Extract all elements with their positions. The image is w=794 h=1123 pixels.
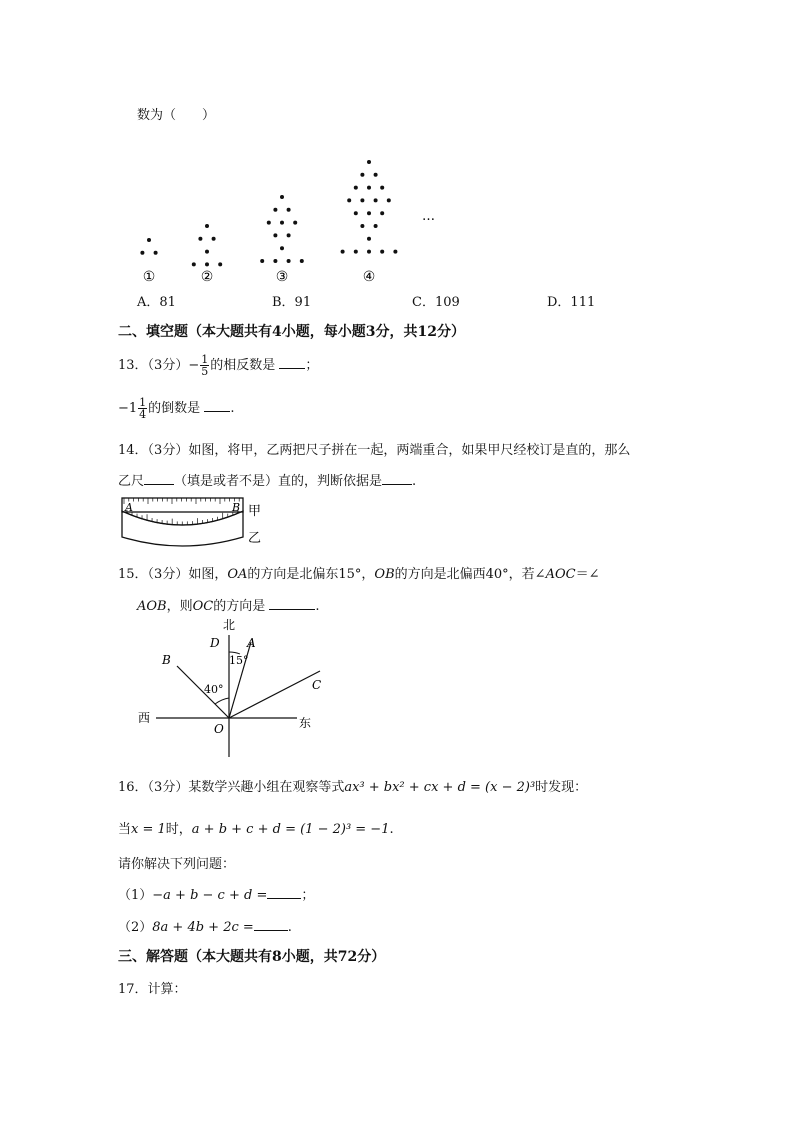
- pattern-ellipsis: …: [422, 209, 435, 224]
- direction-figure: [134, 615, 324, 760]
- q13-frac2-num: 1: [139, 396, 147, 409]
- q15-p2: 的方向是北偏东15°，: [247, 567, 375, 582]
- pattern-4-dot: [367, 186, 371, 190]
- pattern-label-1: ①: [142, 269, 156, 285]
- q13-line1-text: 的相反数是: [210, 358, 276, 373]
- q16-sub2-end: .: [287, 920, 292, 935]
- label-b: B: [162, 653, 171, 667]
- q13-blank-1[interactable]: [279, 356, 305, 369]
- pattern-3-dot: [287, 233, 291, 237]
- pattern-4-dot: [360, 224, 364, 228]
- pattern-2-dot: [205, 262, 209, 266]
- pattern-3-dot: [280, 221, 284, 225]
- q15-oa: OA: [227, 567, 248, 582]
- pattern-3-dot: [293, 221, 297, 225]
- q15-blank[interactable]: [269, 597, 315, 610]
- pattern-3-dot: [300, 259, 304, 263]
- label-15: 15°: [229, 654, 249, 667]
- q13-prefix: 13．（3分）: [118, 358, 189, 373]
- pattern-3-dot: [260, 259, 264, 263]
- q16-line1: [118, 776, 587, 795]
- q14-line2-end: .: [412, 474, 417, 489]
- pattern-label-4: ④: [362, 269, 376, 285]
- ruler-label-yi: 乙: [248, 531, 262, 546]
- q15-p1: 15．（3分）如图，: [118, 567, 228, 582]
- q14-line2-b: （填是或者不是）直的，判断依据是: [174, 474, 383, 489]
- pattern-4-dot: [367, 160, 371, 164]
- pattern-4-dot: [380, 250, 384, 254]
- q16-blank-2[interactable]: [254, 918, 288, 931]
- pattern-2-dot: [212, 237, 216, 241]
- pattern-4-dot: [374, 173, 378, 177]
- q16-line1-suffix: 时发现：: [535, 780, 588, 795]
- pattern-4-dot: [341, 250, 345, 254]
- q16-sub2-formula: 8a + 4b + 2c =: [152, 920, 254, 935]
- arc-40: [215, 698, 229, 704]
- q13-frac1-num: 1: [201, 353, 209, 366]
- q15-line1: [118, 563, 599, 582]
- q14-blank-2[interactable]: [382, 472, 412, 485]
- choice-b: B．91: [272, 295, 312, 310]
- pattern-3-dot: [280, 195, 284, 199]
- pattern-4-dot: [354, 186, 358, 190]
- q16-line3: 请你解决下列问题：: [118, 857, 236, 872]
- q13-minus: −: [188, 358, 200, 373]
- pattern-1-dot: [140, 251, 144, 255]
- pattern-4-dot: [367, 250, 371, 254]
- pattern-3-dot: [287, 208, 291, 212]
- ruler-yi-body: [122, 511, 243, 546]
- label-o: O: [214, 722, 224, 736]
- pattern-4-dot: [380, 211, 384, 215]
- section3-heading: 三、解答题（本大题共有8小题，共72分）: [118, 949, 386, 965]
- pattern-1-dot: [147, 238, 151, 242]
- pattern-1-dot: [154, 251, 158, 255]
- pattern-2-dot: [192, 262, 196, 266]
- q16-line2-c: 时，: [165, 822, 192, 837]
- q15-line2: [137, 595, 320, 614]
- pattern-2-dot: [198, 237, 202, 241]
- pattern-3-dot: [280, 246, 284, 250]
- pattern-4-dot: [374, 198, 378, 202]
- pattern-2-dot: [205, 224, 209, 228]
- pattern-2-dot: [205, 250, 209, 254]
- q15-oc: OC: [192, 599, 214, 614]
- pattern-3-dot: [273, 259, 277, 263]
- label-d: D: [210, 636, 220, 650]
- label-east: 东: [299, 716, 312, 730]
- pattern-3-dot: [273, 208, 277, 212]
- q15-p6: 的方向是: [213, 599, 266, 614]
- ruler-label-a: A: [125, 501, 133, 514]
- q15-p5: ，则: [166, 599, 193, 614]
- q16-line2: [118, 818, 394, 837]
- q16-sub1: [118, 884, 314, 903]
- q16-sub2-label: （2）: [118, 920, 153, 935]
- q16-line2-b: x = 1: [131, 822, 166, 837]
- pattern-2-dot: [218, 262, 222, 266]
- pattern-4-dot: [354, 250, 358, 254]
- ray-oc: [229, 671, 320, 718]
- q15-p3: 的方向是北偏西40°，若∠: [394, 567, 546, 582]
- pattern-4-dot: [347, 198, 351, 202]
- q16-line1-formula: ax³ + bx² + cx + d = (x − 2)³: [344, 780, 536, 795]
- label-west: 西: [138, 711, 151, 725]
- pattern-4-dot: [387, 198, 391, 202]
- q16-sub1-label: （1）: [118, 888, 153, 903]
- q14-line1: 14．（3分）如图，将甲，乙两把尺子拼在一起，两端重合，如果甲尺经校订是直的，那么: [118, 443, 631, 458]
- q14-blank-1[interactable]: [144, 472, 174, 485]
- pattern-3-dot: [273, 233, 277, 237]
- q13-line2-text: 的倒数是: [148, 401, 201, 416]
- q16-line2-d: a + b + c + d = (1 − 2)³ = −1: [191, 822, 390, 837]
- q13-line1-end: ；: [305, 358, 319, 373]
- pattern-3-dot: [287, 259, 291, 263]
- pattern-4-dot: [380, 186, 384, 190]
- q15-p7: .: [315, 599, 320, 614]
- q12-tail-text: 数为（ ）: [137, 108, 216, 123]
- q16-blank-1[interactable]: [267, 886, 301, 899]
- q13-fraction-2: [138, 397, 147, 420]
- q13-mixed-whole: −1: [118, 401, 138, 416]
- q15-ob: OB: [374, 567, 395, 582]
- q16-sub2: [118, 916, 292, 935]
- pattern-label-3: ③: [275, 269, 289, 285]
- pattern-4-dot: [374, 224, 378, 228]
- q13-blank-2[interactable]: [204, 399, 230, 412]
- dot-pattern-figure: [130, 150, 450, 290]
- q16-line1-prefix: 16．（3分）某数学兴趣小组在观察等式: [118, 780, 345, 795]
- pattern-4-dot: [367, 237, 371, 241]
- choice-a: A．81: [137, 295, 176, 310]
- label-c: C: [312, 678, 322, 692]
- label-north: 北: [223, 618, 236, 632]
- pattern-4-dot: [354, 211, 358, 215]
- choice-c: C．109: [412, 295, 460, 310]
- ruler-figure: [116, 493, 276, 551]
- q16-line2-a: 当: [118, 822, 132, 837]
- pattern-label-2: ②: [200, 269, 214, 285]
- q16-line2-e: .: [389, 822, 394, 837]
- label-a: A: [247, 636, 256, 650]
- q16-sub1-formula: −a + b − c + d =: [152, 888, 268, 903]
- q13-frac2-den: 4: [139, 408, 147, 421]
- q13-line2: [118, 397, 234, 420]
- pattern-4-dot: [393, 250, 397, 254]
- choice-d: D．111: [547, 295, 596, 310]
- q15-aob: AOB: [137, 599, 167, 614]
- ruler-label-b: B: [232, 501, 241, 514]
- section2-heading: 二、填空题（本大题共有4小题，每小题3分，共12分）: [118, 324, 465, 340]
- q13-line1: [118, 354, 318, 377]
- q17-text: 17．计算：: [118, 982, 187, 997]
- q13-frac1-den: 5: [201, 365, 209, 378]
- label-40: 40°: [204, 683, 224, 696]
- q16-sub1-end: ；: [301, 888, 315, 903]
- q15-aoc: AOC: [545, 567, 576, 582]
- pattern-4-dot: [367, 211, 371, 215]
- q13-line2-end: .: [230, 401, 235, 416]
- q14-line2: [118, 470, 416, 489]
- q15-p4: ＝∠: [575, 567, 600, 582]
- q14-line2-a: 乙尺: [118, 474, 145, 489]
- pattern-4-dot: [360, 198, 364, 202]
- q13-fraction-1: [200, 354, 209, 377]
- pattern-4-dot: [360, 173, 364, 177]
- ruler-label-jia: 甲: [248, 504, 262, 519]
- pattern-3-dot: [267, 221, 271, 225]
